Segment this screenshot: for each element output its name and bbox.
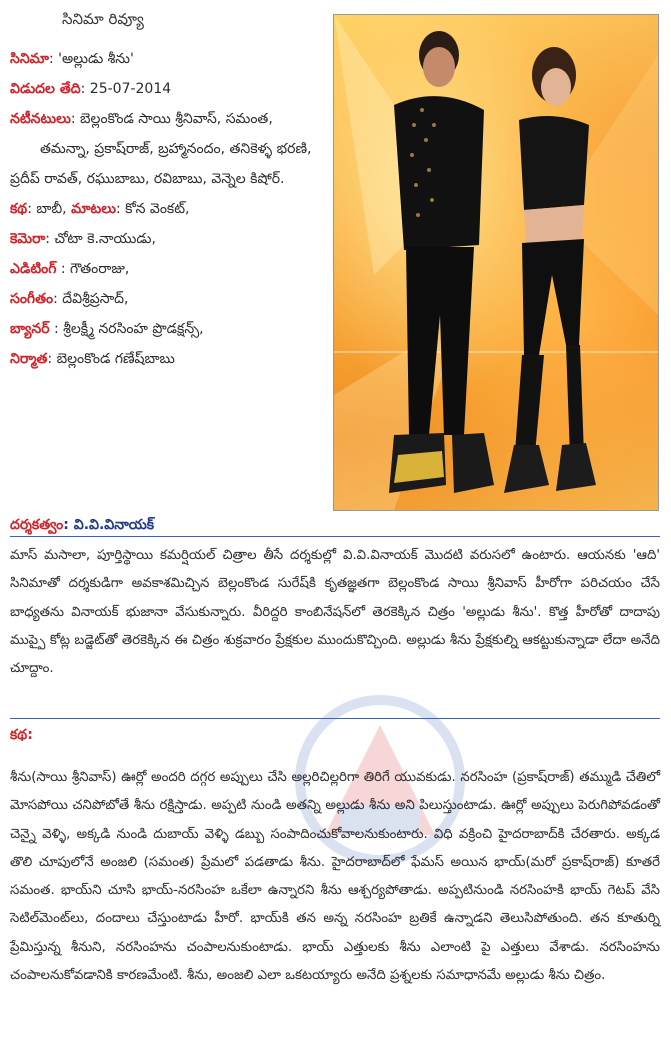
info-editing: [10, 254, 330, 284]
movie-poster-image: [333, 14, 659, 511]
info-label: కథ: [10, 201, 28, 217]
story-paragraph: శీను(సాయి శ్రీనివాస్) ఊర్లో అందరి దగ్గర అప్పులు చేసి అల్లరిచిల్లరిగా తిరిగే యువకుడు. నరసింహ (ప్రకాష్‌రాజ్) తమ్ముడి చేతిలో మోసపోయి చనిపోబోతే శీను రక్షిస్తాడు. అప్పటి నుండి అతన్ని అల్లుడు శీను అని పిలుస్తుంటాడు. ఊర్లో అప్పులు పెరుగిపోవడంతో చెన్నై వెళ్ళి, అక్కడి నుండి దుబాయ్ వెళ్ళి డబ్బు సంపాదించుకోవాలనుకుంటారు. విధి వక్రించి హైదరాబాద్‌కి చేరతారు. అక్కడ తొలి చూపులోనే అంజలి (సమంత) ప్రేమలో పడతాడు శీను. హైదరాబాద్‌లో ఫేమస్ అయిన భాయ్(మరో ప్రకాష్‌రాజ్) కూతరే సమంత. భాయ్‌ని చూసి భాయ్-నరసింహ ఒకేలా ఉన్నారని శీను ఆశ్చర్యపోతాడు. అప్పటినుండి నరసింహకి భాయ్ గెటప్ వేసి సెటిల్‌మెంట్‌లు, దందాలు చేస్తుంటాడు హీరో. భాయ్‌కి తన అన్న నరసింహ బ్రతికే ఉన్నాడని తెలుసిపోతుంది. తన కూతుర్ని ప్రేమిస్తున్న శీనుని, నరసింహను చంపాలనుకుంటాడు. భాయ్ ఎత్తులకు శీను ఎలాంటి పై ఎత్తులు వేశాడు. నరసింహను చంపాలనుకోవడానికి కారణమేంటి. శీను, అంజలి ఎలా ఒకటయ్యారు అనేది ప్రశ్నలకు సమాధానమే అల్లుడు శీను చిత్రం.: [10, 770, 660, 984]
info-banner: [10, 314, 330, 344]
info-value: : 'అల్లుడు శీను': [48, 51, 134, 67]
info-value: : దేవిశ్రీప్రసాద్,: [53, 291, 129, 307]
story-heading: కథ:: [10, 727, 33, 743]
movie-info-list: [10, 44, 330, 374]
info-story-dialogues: [10, 194, 330, 224]
director-name: : వి.వి.వినాయక్: [63, 517, 155, 533]
page-heading: సినిమా రివ్యూ: [62, 10, 144, 28]
info-label: ఎడిటింగ్: [10, 261, 57, 277]
info-value: : చోటా కె.నాయుడు,: [45, 231, 156, 247]
info-label: విడుదల తేది: [10, 81, 81, 97]
info-label: సినిమా: [10, 51, 49, 67]
director-credit: [10, 512, 154, 538]
intro-paragraph: మాస్ మసాలా, పూర్తిస్థాయి కమర్షియల్ చిత్రాల తీసే దర్శకుల్లో వి.వి.వినాయక్ మొదటి వరుసలో ఉంటారు. ఆయనకు 'ఆది' సినిమాతో దర్శకుడిగా అవకాశమిచ్చిన బెల్లంకొండ సురేష్‌కి కృతజ్ఞతగా బెల్లంకొండ సాయి శ్రీనివాస్ హీరోగా పరిచయం చేసే బాధ్యతను వినాయక్ భుజానా వేసుకున్నారు. వీరిద్దరి కాంబినేషన్‌లో తెరకెక్కిన చిత్రం 'అల్లుడు శీను'. కొత్త హీరోతో దాదాపు ముప్పై కోట్ల బడ్జెట్‌తో తెరకెక్కిన ఈ చిత్రం శుక్రవారం ప్రేక్షకుల ముందుకొచ్చింది. అల్లుడు శీను ప్రేక్షకుల్ని ఆకట్టుకున్నాడా లేదా అనేది చూద్దాం.: [10, 548, 660, 677]
info-value: : బెల్లంకొండ సాయి శ్రీనివాస్, సమంత,: [70, 111, 273, 127]
info-label: నటీనటులు: [10, 111, 71, 127]
director-label: దర్శకత్వం: [10, 517, 64, 533]
info-producer: [10, 344, 330, 374]
info-music: [10, 284, 330, 314]
info-value: : శ్రీలక్ష్మీ నరసింహ ప్రొడక్షన్స్,: [49, 321, 204, 337]
info-value: ప్రదీప్ రావత్, రఘుబాబు, రవిబాబు, వెన్నెల కిషోర్.: [10, 171, 285, 187]
info-label: మాటలు: [71, 201, 116, 217]
divider: [10, 536, 660, 537]
info-value: : కోన వెంకట్,: [115, 201, 190, 217]
info-label: సంగీతం: [10, 291, 54, 307]
poster-figures: [334, 15, 658, 510]
info-movie: [10, 44, 330, 74]
info-value: : బెల్లంకొండ గణేష్‌బాబు: [47, 351, 175, 367]
info-value: : బాబీ,: [27, 201, 72, 217]
info-value: : గౌతంరాజు,: [56, 261, 130, 277]
info-cast-continued: [10, 164, 330, 194]
info-cast: [10, 104, 330, 134]
info-label: కెమెరా: [10, 231, 46, 247]
info-label: బ్యానర్: [10, 321, 50, 337]
info-release-date: [10, 74, 330, 104]
info-value: తమన్నా, ప్రకాష్‌రాజ్, బ్రహ్మానందం, తనికెళ్ళ భరణి,: [40, 141, 312, 157]
info-camera: [10, 224, 330, 254]
info-cast-continued: [10, 134, 330, 164]
info-value: : 25-07-2014: [80, 81, 172, 97]
info-label: నిర్మాత: [10, 351, 48, 367]
